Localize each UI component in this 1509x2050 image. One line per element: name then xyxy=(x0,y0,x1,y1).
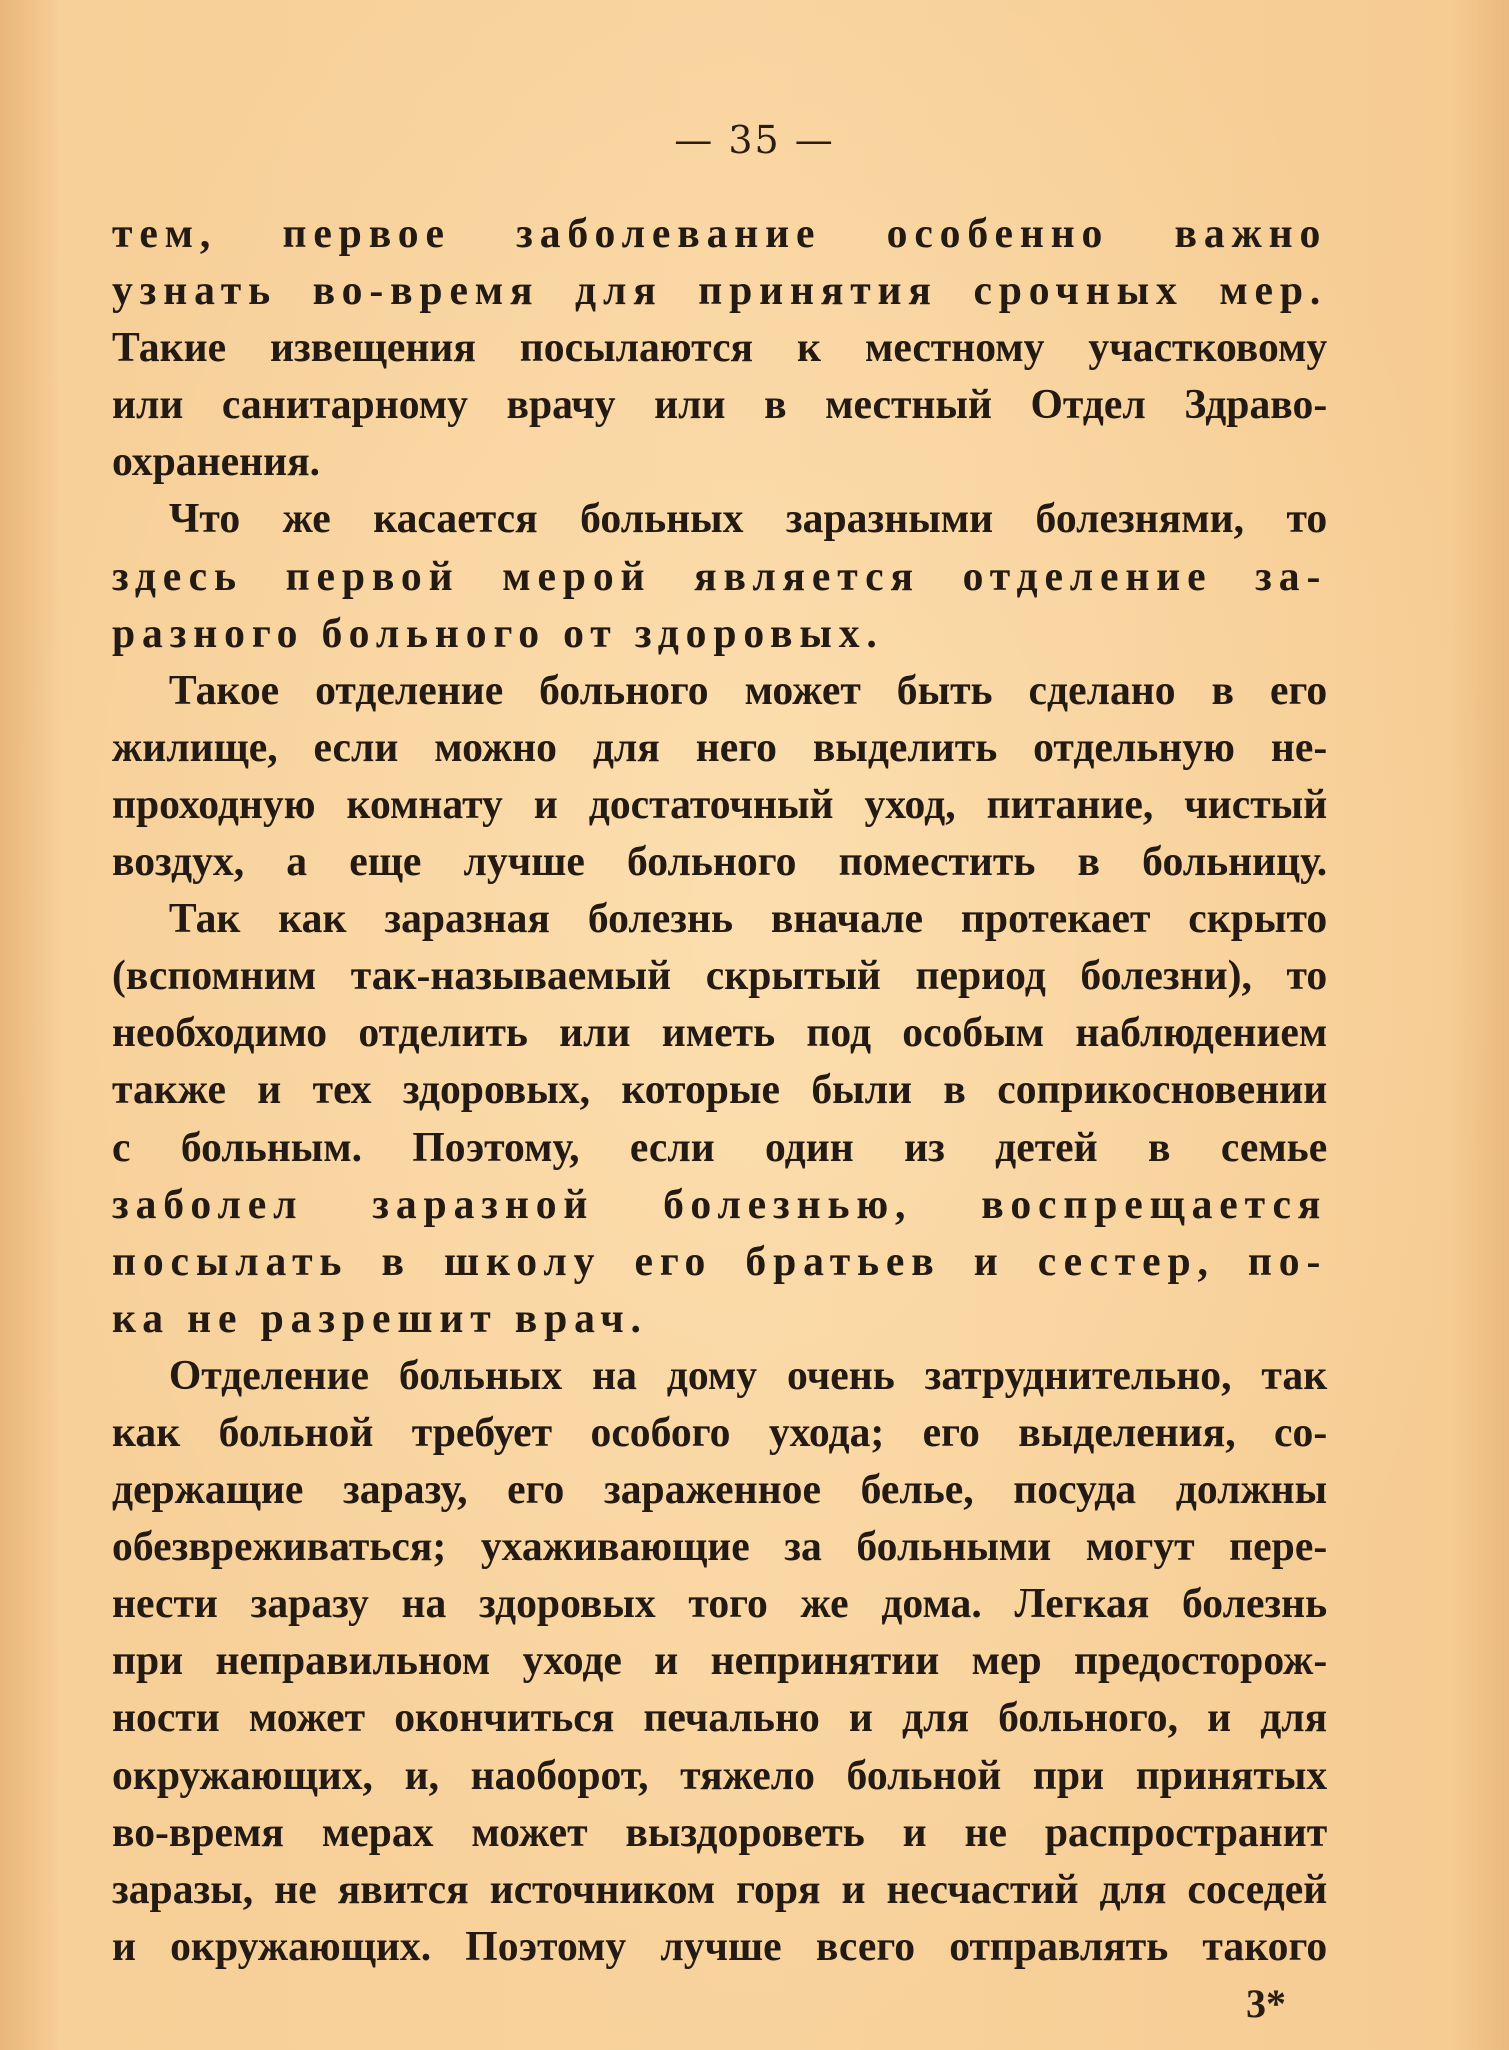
text-line: посылать в школу его братьев и сестер, по- xyxy=(112,1237,1328,1285)
text-line: Так как заразная болезнь вначале протекает скрыто xyxy=(168,895,1328,943)
text-line: при неправильном уходе и непринятии мер предосторож- xyxy=(112,1637,1328,1685)
text-line: и окружающих. Поэтому лучше всего отправлять такого xyxy=(112,1922,1328,1970)
text-line: нести заразу на здоровых того же дома. Легкая болезнь xyxy=(112,1580,1328,1628)
text-line: тем, первое заболевание особенно важно xyxy=(112,210,1328,257)
text-line: также и тех здоровых, которые были в соприкосновении xyxy=(112,1066,1328,1114)
text-line: Такое отделение больного может быть сделано в его xyxy=(168,666,1328,714)
text-line: жилище, если можно для него выделить отдельную не- xyxy=(112,723,1328,771)
text-line: заболел заразной болезнью, воспрещается xyxy=(112,1180,1328,1228)
text-line: заразы, не явится источником горя и несчастий для соседей xyxy=(112,1865,1328,1913)
text-line: (вспомним так-называемый скрытый период болезни), то xyxy=(112,952,1328,1000)
text-line: необходимо отделить или иметь под особым наблюдением xyxy=(112,1009,1328,1057)
text-line: здесь первой мерой является отделение за- xyxy=(112,552,1328,600)
text-line: ности может окончиться печально и для больного, и для xyxy=(112,1694,1328,1742)
text-line: ка не разрешит врач. xyxy=(112,1294,648,1342)
text-line: разного больного от здоровых. xyxy=(112,609,884,657)
page-number: — 35 — xyxy=(674,118,835,162)
signature-mark: 3* xyxy=(1246,1981,1286,2026)
text-line: Такие извещения посылаются к местному участковому xyxy=(112,324,1328,372)
text-line: охранения. xyxy=(112,438,321,486)
text-line: во-время мерах может выздороветь и не распространит xyxy=(112,1808,1328,1856)
text-line: Отделение больных на дому очень затруднительно, так xyxy=(168,1351,1328,1399)
text-line: с больным. Поэтому, если один из детей в семье xyxy=(112,1123,1328,1171)
text-line: окружающих, и, наоборот, тяжело больной при принятых xyxy=(112,1751,1328,1799)
text-line: держащие заразу, его зараженное белье, посуда должны xyxy=(112,1466,1328,1514)
text-line: обезвреживаться; ухаживающие за больными могут пере- xyxy=(112,1523,1328,1571)
text-line: воздух, а еще лучше больного поместить в больницу. xyxy=(112,838,1328,886)
text-line: проходную комнату и достаточный уход, питание, чистый xyxy=(112,780,1328,828)
text-line: как больной требует особого ухода; его выделения, со- xyxy=(112,1408,1328,1456)
text-line: Что же касается больных заразными болезнями, то xyxy=(168,495,1328,543)
text-line: или санитарному врачу или в местный Отдел Здраво- xyxy=(112,381,1328,429)
body-text xyxy=(112,205,1327,1975)
text-line: узнать во-время для принятия срочных мер. xyxy=(112,267,1328,315)
